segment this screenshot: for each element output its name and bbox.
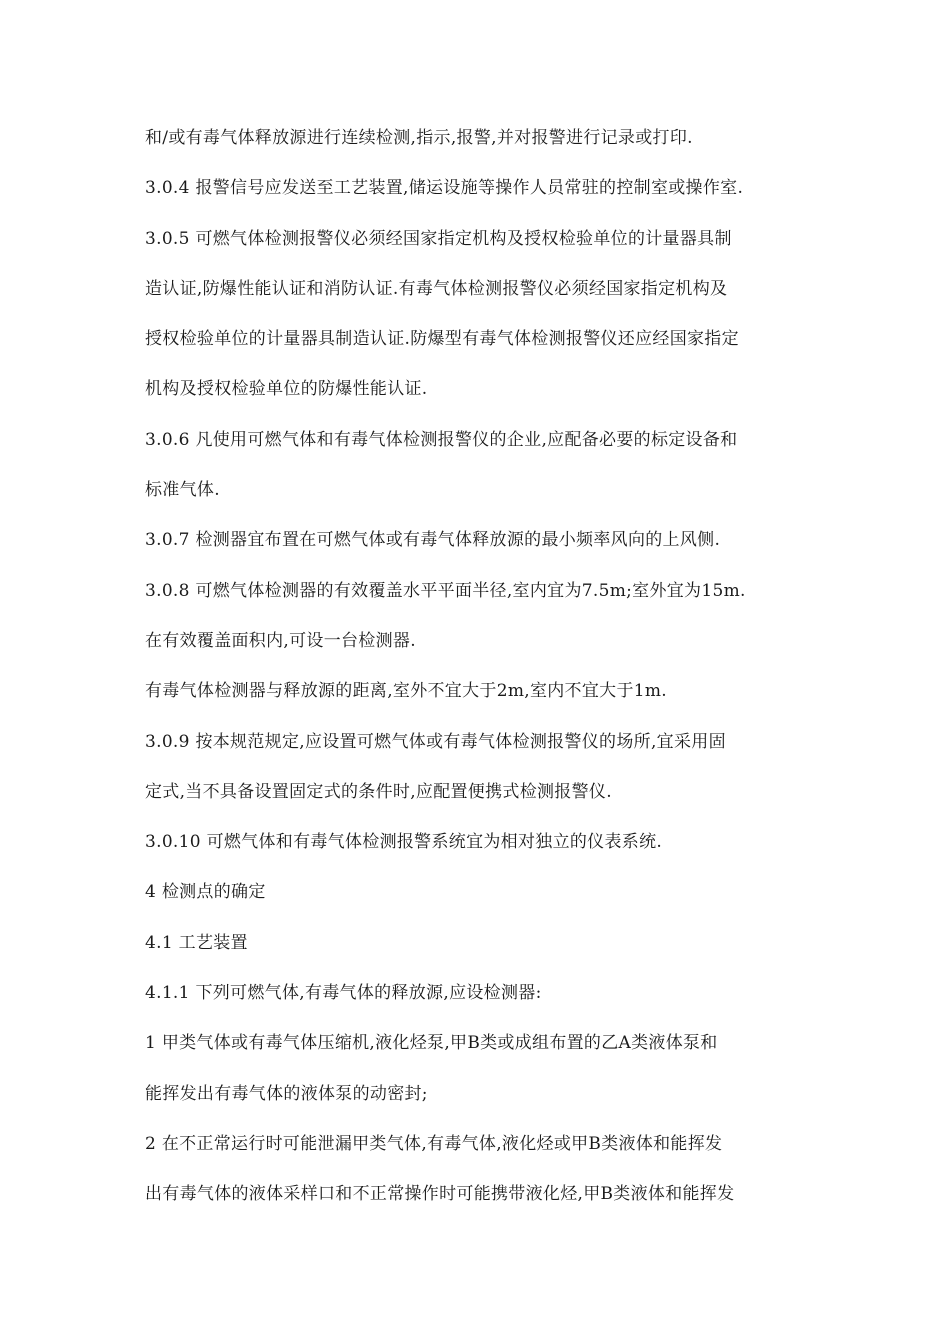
text-line: 标准气体. <box>145 480 220 501</box>
text-line: 3.0.10 可燃气体和有毒气体检测报警系统宜为相对独立的仪表系统. <box>145 832 663 853</box>
text-line: 造认证,防爆性能认证和消防认证.有毒气体检测报警仪必须经国家指定机构及 <box>145 278 728 299</box>
text-line: 授权检验单位的计量器具制造认证.防爆型有毒气体检测报警仪还应经国家指定 <box>145 329 739 350</box>
text-line: 3.0.8 可燃气体检测器的有效覆盖水平平面半径,室内宜为7.5m;室外宜为15m. <box>145 580 746 601</box>
text-line: 能挥发出有毒气体的液体泵的动密封; <box>145 1083 428 1104</box>
text-line: 3.0.5 可燃气体检测报警仪必须经国家指定机构及授权检验单位的计量器具制 <box>145 228 732 249</box>
text-line: 3.0.7 检测器宜布置在可燃气体或有毒气体释放源的最小频率风向的上风侧. <box>145 530 721 551</box>
section-heading: 4 检测点的确定 <box>145 882 266 903</box>
text-line: 出有毒气体的液体采样口和不正常操作时可能携带液化烃,甲B类液体和能挥发 <box>145 1184 735 1205</box>
text-line: 定式,当不具备设置固定式的条件时,应配置便携式检测报警仪. <box>145 781 612 802</box>
text-line: 3.0.6 凡使用可燃气体和有毒气体检测报警仪的企业,应配备必要的标定设备和 <box>145 429 738 450</box>
subsection-heading: 4.1 工艺装置 <box>145 932 248 953</box>
text-line: 在有效覆盖面积内,可设一台检测器. <box>145 630 416 651</box>
document-body <box>145 124 845 1231</box>
text-line: 4.1.1 下列可燃气体,有毒气体的释放源,应设检测器: <box>145 983 542 1004</box>
text-line: 和/或有毒气体释放源进行连续检测,指示,报警,并对报警进行记录或打印. <box>145 128 693 148</box>
text-line: 有毒气体检测器与释放源的距离,室外不宜大于2m,室内不宜大于1m. <box>145 681 667 702</box>
text-line: 3.0.9 按本规范规定,应设置可燃气体或有毒气体检测报警仪的场所,宜采用固 <box>145 731 726 752</box>
list-item: 2 在不正常运行时可能泄漏甲类气体,有毒气体,液化烃或甲B类液体和能挥发 <box>145 1133 723 1154</box>
text-line: 机构及授权检验单位的防爆性能认证. <box>145 379 428 400</box>
list-item: 1 甲类气体或有毒气体压缩机,液化烃泵,甲B类或成组布置的乙A类液体泵和 <box>145 1033 718 1054</box>
text-line: 3.0.4 报警信号应发送至工艺装置,储运设施等操作人员常驻的控制室或操作室. <box>145 178 744 199</box>
